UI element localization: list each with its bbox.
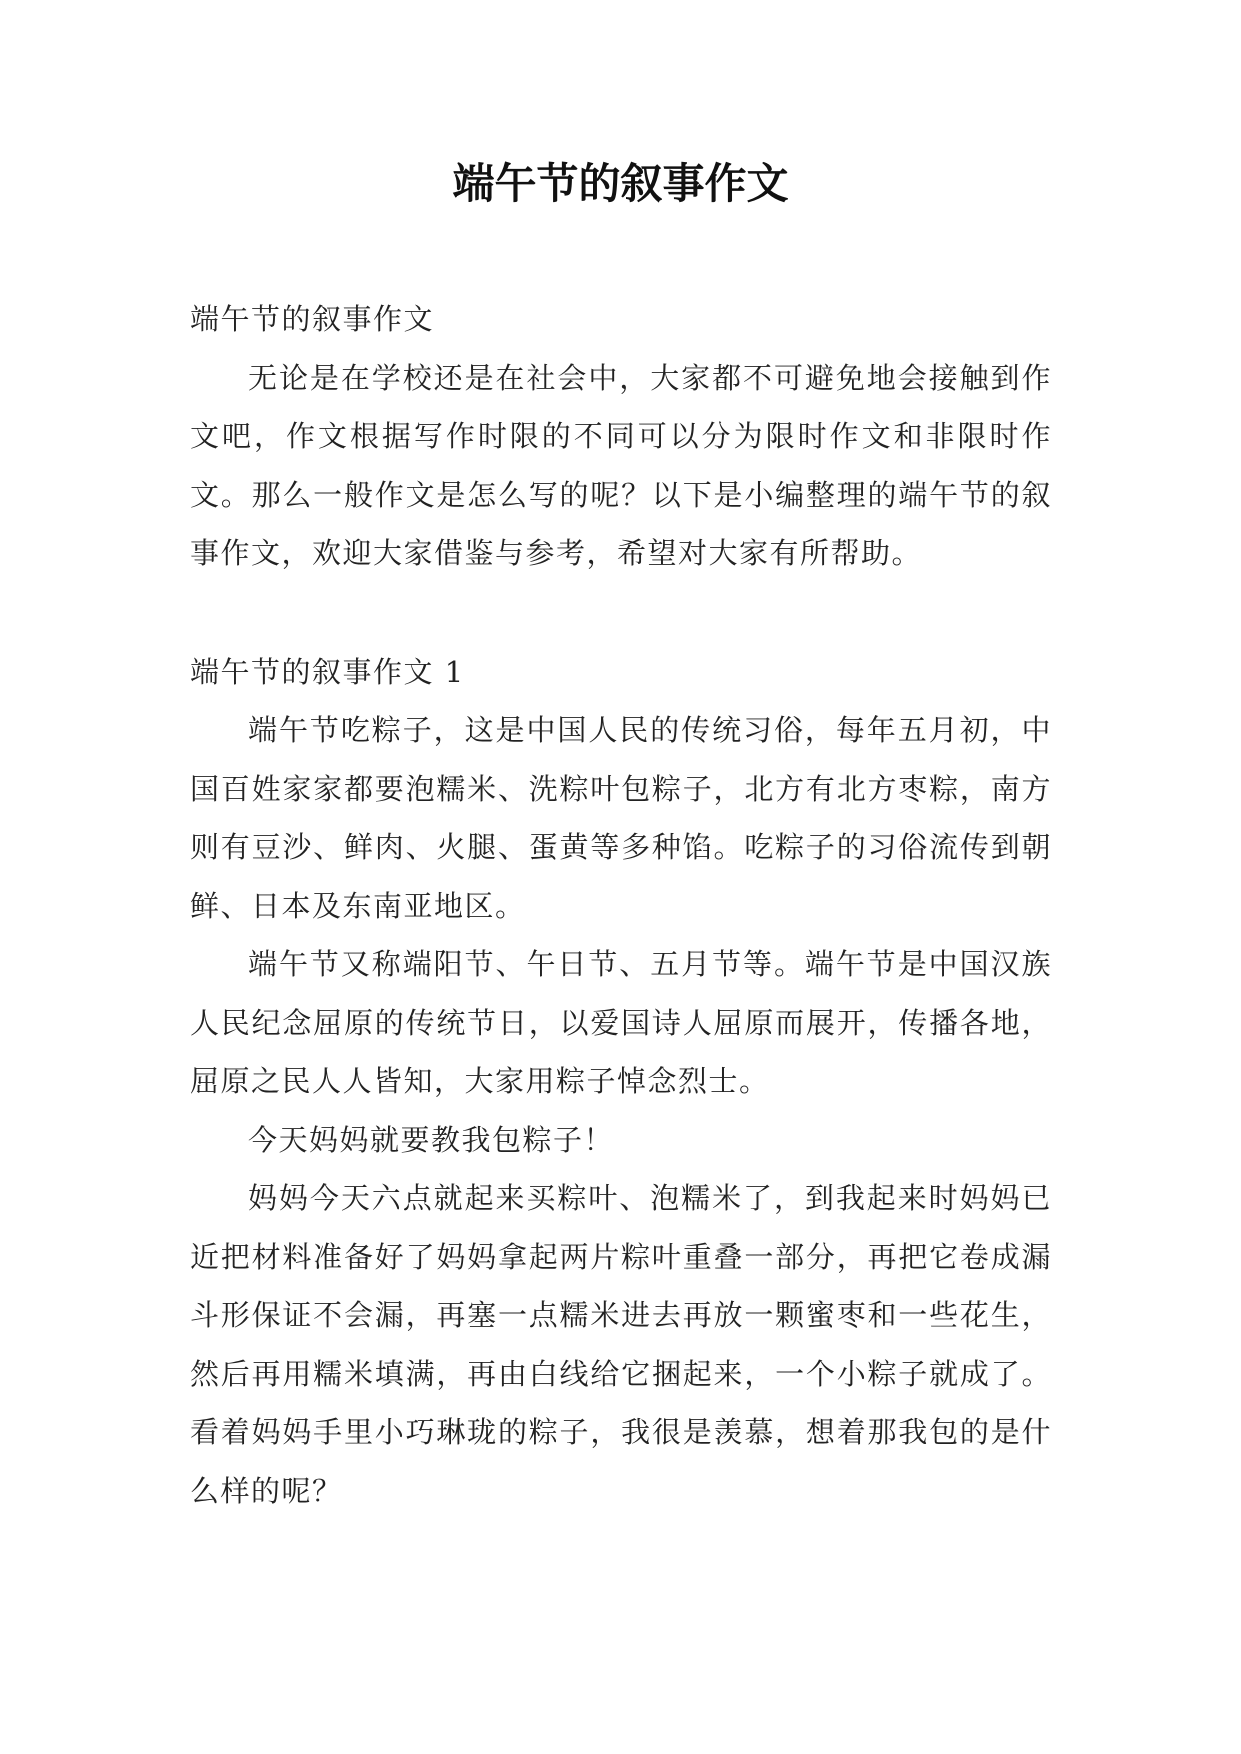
section1-paragraph-4: 妈妈今天六点就起来买粽叶、泡糯米了，到我起来时妈妈已近把材料准备好了妈妈拿起两片粽叶重叠一部分，再把它卷成漏斗形保证不会漏，再塞一点糯米进去再放一颗蜜枣和一些花生，然后再用糯米填满，再由白线给它捆起来，一个小粽子就成了。看着妈妈手里小巧琳珑的粽子，我很是羡慕，想着那我包的是什么样的呢？ — [190, 1181, 1052, 1508]
section1-heading: 端午节的叙事作文 1 — [190, 654, 465, 689]
section1-paragraph-3: 今天妈妈就要教我包粽子！ — [248, 1122, 615, 1157]
document-title: 端午节的叙事作文 — [452, 159, 789, 208]
document-body — [190, 290, 1052, 1520]
section-spacer — [190, 583, 1052, 643]
intro-heading: 端午节的叙事作文 — [190, 302, 435, 336]
intro-paragraph: 无论是在学校还是在社会中，大家都不可避免地会接触到作文吧，作文根据写作时限的不同可以分为限时作文和非限时作文。那么一般作文是怎么写的呢？以下是小编整理的端午节的叙事作文，欢迎大家借鉴与参考，希望对大家有所帮助。 — [190, 360, 1052, 570]
section1-paragraph-1: 端午节吃粽子，这是中国人民的传统习俗，每年五月初，中国百姓家家都要泡糯米、洗粽叶包粽子，北方有北方枣粽，南方则有豆沙、鲜肉、火腿、蛋黄等多种馅。吃粽子的习俗流传到朝鲜、日本及东南亚地区。 — [190, 713, 1052, 923]
section1-paragraph-2: 端午节又称端阳节、午日节、五月节等。端午节是中国汉族人民纪念屈原的传统节日，以爱国诗人屈原而展开，传播各地，屈原之民人人皆知，大家用粽子悼念烈士。 — [190, 947, 1052, 1098]
